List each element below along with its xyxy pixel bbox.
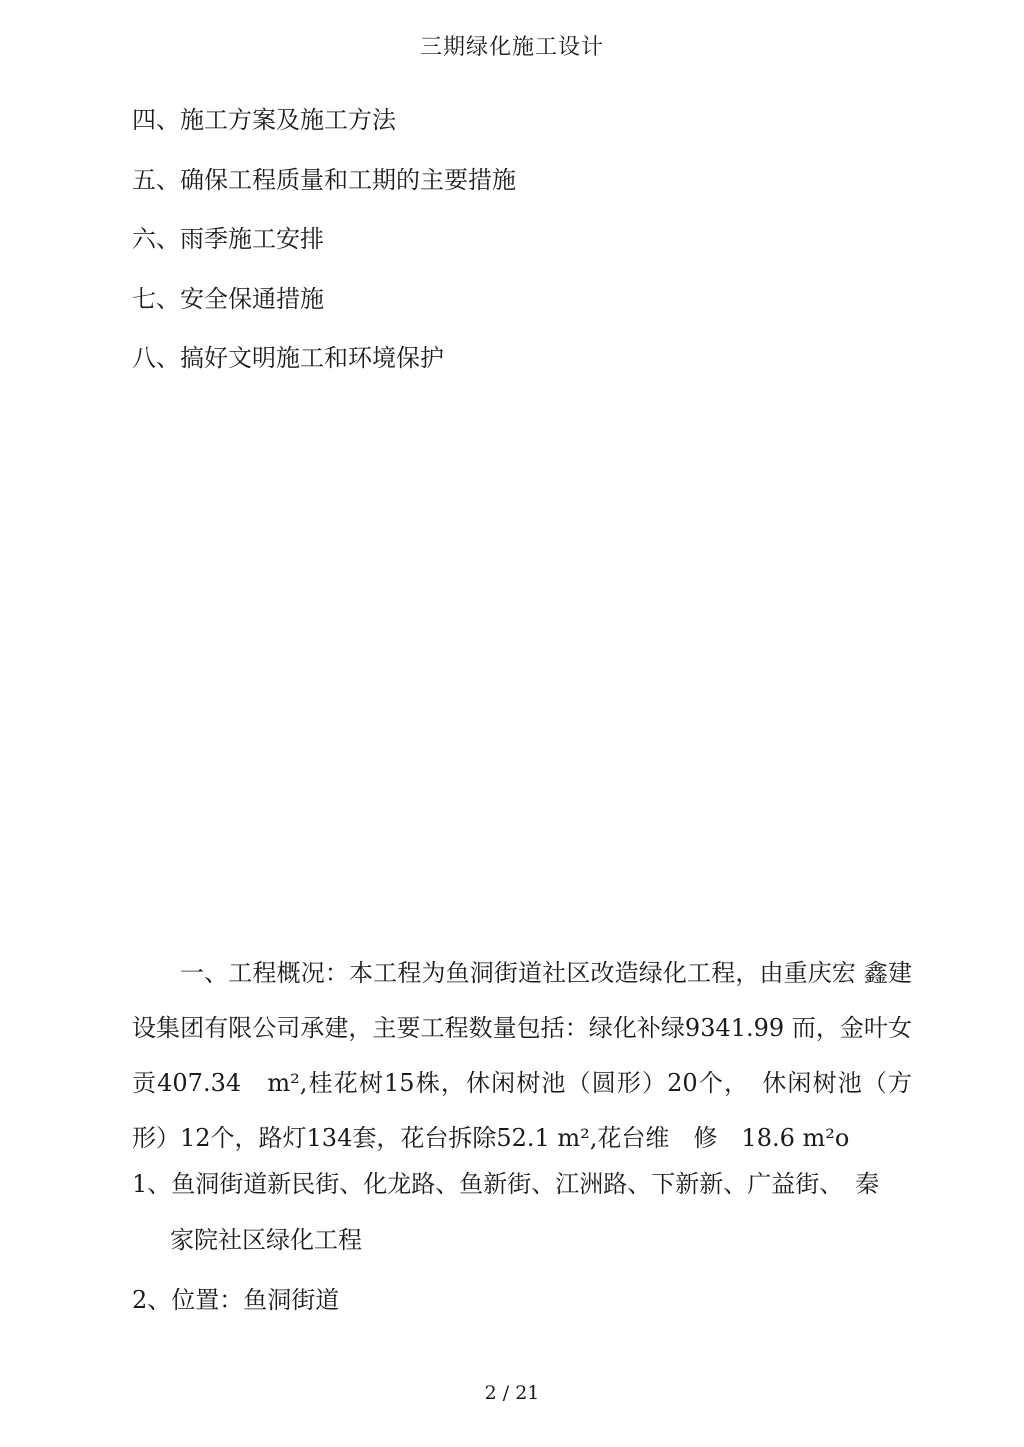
toc-item: 四、施工方案及施工方法 [132,106,396,134]
toc-item: 五、确保工程质量和工期的主要措施 [132,165,516,194]
toc-item: 六、雨季施工安排 [132,225,324,253]
item-2-location: 2、位置：鱼洞街道 [132,1286,340,1314]
item-1-scope-continuation: 家院社区绿化工程 [170,1226,362,1254]
toc-item: 八、搞好文明施工和环境保护 [132,344,444,372]
toc-item: 七、安全保通措施 [132,284,324,313]
page-header-title: 三期绿化施工设计 [419,35,604,60]
project-overview-paragraph: 一、工程概况：本工程为鱼洞街道社区改造绿化工程，由重庆宏 鑫建设集团有限公司承建，主要工程数量包括：绿化补绿9341.99 而，金叶女贡407.34 m²,桂花树15株，休闲树池（圆形）20个， 休闲树池（方形）12个，路灯134套，花台拆除52.1 m²,花台维 修 18.6 m²o [132,959,912,1152]
page-number: 2 / 21 [484,1382,540,1404]
table-of-contents [132,102,516,400]
item-1-scope: 1、鱼洞街道新民街、化龙路、鱼新街、江洲路、下新新、广益街、 秦 [132,1170,880,1198]
